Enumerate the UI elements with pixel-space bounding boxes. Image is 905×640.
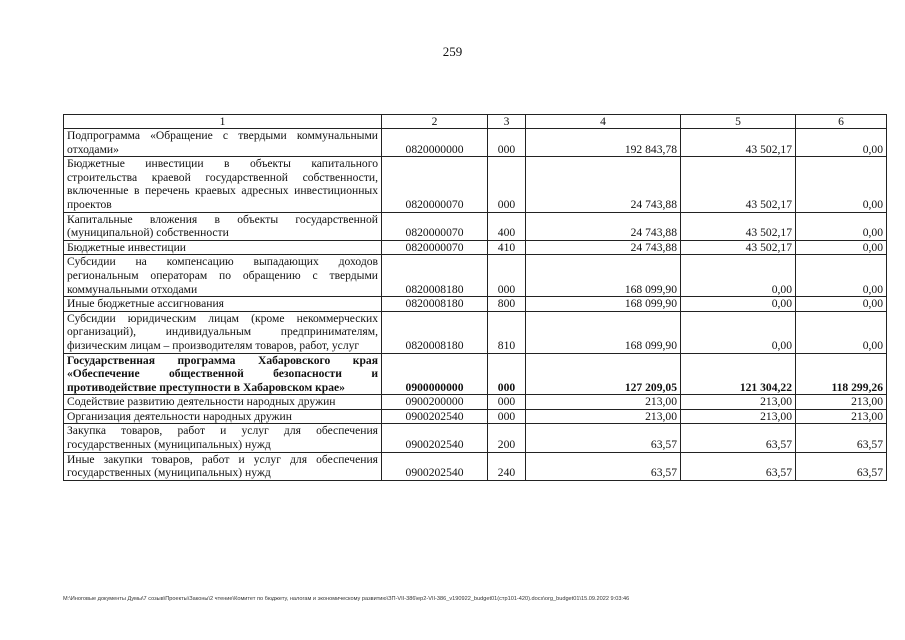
row-name-cell: Государственная программа Хабаровского края «Обеспечение общественной безопасности и противодействие преступности в Хабаровском крае» <box>64 353 382 395</box>
amount-year3-cell: 213,00 <box>796 395 887 410</box>
row-name-cell: Бюджетные инвестиции <box>64 240 382 255</box>
amount-year2-cell: 0,00 <box>681 297 796 312</box>
target-article-cell: 0820000070 <box>382 212 488 240</box>
table-row <box>64 311 887 353</box>
column-header: 1 <box>64 115 382 129</box>
amount-year2-cell: 213,00 <box>681 409 796 424</box>
amount-year1-cell: 168 099,90 <box>526 311 681 353</box>
amount-year1-cell: 168 099,90 <box>526 297 681 312</box>
amount-year2-cell: 63,57 <box>681 424 796 452</box>
budget-table <box>63 114 887 481</box>
expense-type-cell: 000 <box>488 129 526 157</box>
table-row <box>64 255 887 297</box>
amount-year2-cell: 63,57 <box>681 452 796 480</box>
amount-year1-cell: 213,00 <box>526 409 681 424</box>
expense-type-cell: 810 <box>488 311 526 353</box>
amount-year2-cell: 43 502,17 <box>681 212 796 240</box>
amount-year3-cell: 63,57 <box>796 452 887 480</box>
target-article-cell: 0820008180 <box>382 297 488 312</box>
amount-year1-cell: 168 099,90 <box>526 255 681 297</box>
amount-year2-cell: 0,00 <box>681 311 796 353</box>
column-header: 6 <box>796 115 887 129</box>
target-article-cell: 0820000070 <box>382 157 488 212</box>
amount-year3-cell: 118 299,26 <box>796 353 887 395</box>
row-name-cell: Подпрограмма «Обращение с твердыми коммунальными отходами» <box>64 129 382 157</box>
amount-year2-cell: 121 304,22 <box>681 353 796 395</box>
expense-type-cell: 400 <box>488 212 526 240</box>
expense-type-cell: 000 <box>488 353 526 395</box>
expense-type-cell: 410 <box>488 240 526 255</box>
table-row <box>64 424 887 452</box>
table-row <box>64 297 887 312</box>
expense-type-cell: 000 <box>488 157 526 212</box>
expense-type-cell: 800 <box>488 297 526 312</box>
amount-year3-cell: 63,57 <box>796 424 887 452</box>
row-name-cell: Содействие развитию деятельности народных дружин <box>64 395 382 410</box>
target-article-cell: 0900000000 <box>382 353 488 395</box>
amount-year3-cell: 0,00 <box>796 129 887 157</box>
amount-year2-cell: 213,00 <box>681 395 796 410</box>
table-row <box>64 212 887 240</box>
amount-year2-cell: 0,00 <box>681 255 796 297</box>
amount-year1-cell: 192 843,78 <box>526 129 681 157</box>
amount-year3-cell: 0,00 <box>796 255 887 297</box>
row-name-cell: Бюджетные инвестиции в объекты капитального строительства краевой государственной собственности, включенные в перечень краевых адресных инвестиционных проектов <box>64 157 382 212</box>
target-article-cell: 0820000000 <box>382 129 488 157</box>
amount-year1-cell: 24 743,88 <box>526 240 681 255</box>
amount-year3-cell: 0,00 <box>796 157 887 212</box>
table-row <box>64 129 887 157</box>
row-name-cell: Субсидии на компенсацию выпадающих доходов региональным операторам по обращению с твердыми коммунальными отходами <box>64 255 382 297</box>
column-header: 5 <box>681 115 796 129</box>
amount-year3-cell: 0,00 <box>796 240 887 255</box>
table-row <box>64 240 887 255</box>
target-article-cell: 0900202540 <box>382 452 488 480</box>
row-name-cell: Организация деятельности народных дружин <box>64 409 382 424</box>
column-header: 2 <box>382 115 488 129</box>
column-header: 3 <box>488 115 526 129</box>
amount-year1-cell: 213,00 <box>526 395 681 410</box>
page-number: 259 <box>442 44 463 59</box>
amount-year1-cell: 24 743,88 <box>526 157 681 212</box>
amount-year1-cell: 63,57 <box>526 424 681 452</box>
row-name-cell: Иные бюджетные ассигнования <box>64 297 382 312</box>
amount-year2-cell: 43 502,17 <box>681 240 796 255</box>
row-name-cell: Капитальные вложения в объекты государственной (муниципальной) собственности <box>64 212 382 240</box>
target-article-cell: 0820000070 <box>382 240 488 255</box>
target-article-cell: 0820008180 <box>382 255 488 297</box>
table-row <box>64 353 887 395</box>
target-article-cell: 0900202540 <box>382 424 488 452</box>
expense-type-cell: 000 <box>488 255 526 297</box>
table-row <box>64 409 887 424</box>
amount-year2-cell: 43 502,17 <box>681 157 796 212</box>
target-article-cell: 0900200000 <box>382 395 488 410</box>
target-article-cell: 0820008180 <box>382 311 488 353</box>
table-row <box>64 452 887 480</box>
amount-year1-cell: 63,57 <box>526 452 681 480</box>
expense-type-cell: 240 <box>488 452 526 480</box>
amount-year1-cell: 24 743,88 <box>526 212 681 240</box>
expense-type-cell: 000 <box>488 395 526 410</box>
table-row <box>64 157 887 212</box>
column-header: 4 <box>526 115 681 129</box>
document-path-footer: M:\Иноговые документы Думы\7 созыв\Проекты\Законы\2 чтение\Комитет по бюджету, налогам и экономическому развитию\ЗП-VII-386\ер2-VII-386_v190922_budget01(стр101-420).docx\org_budget01\15.09.2022 9:03:46 <box>63 596 630 602</box>
row-name-cell: Субсидии юридическим лицам (кроме некоммерческих организаций), индивидуальным предпринимателям, физическим лицам – производителям товаров, работ, услуг <box>64 311 382 353</box>
amount-year3-cell: 0,00 <box>796 297 887 312</box>
table-header-row <box>64 115 887 129</box>
amount-year3-cell: 0,00 <box>796 212 887 240</box>
target-article-cell: 0900202540 <box>382 409 488 424</box>
table-row <box>64 395 887 410</box>
expense-type-cell: 000 <box>488 409 526 424</box>
row-name-cell: Иные закупки товаров, работ и услуг для обеспечения государственных (муниципальных) нужд <box>64 452 382 480</box>
amount-year1-cell: 127 209,05 <box>526 353 681 395</box>
amount-year3-cell: 0,00 <box>796 311 887 353</box>
expense-type-cell: 200 <box>488 424 526 452</box>
row-name-cell: Закупка товаров, работ и услуг для обеспечения государственных (муниципальных) нужд <box>64 424 382 452</box>
amount-year2-cell: 43 502,17 <box>681 129 796 157</box>
amount-year3-cell: 213,00 <box>796 409 887 424</box>
